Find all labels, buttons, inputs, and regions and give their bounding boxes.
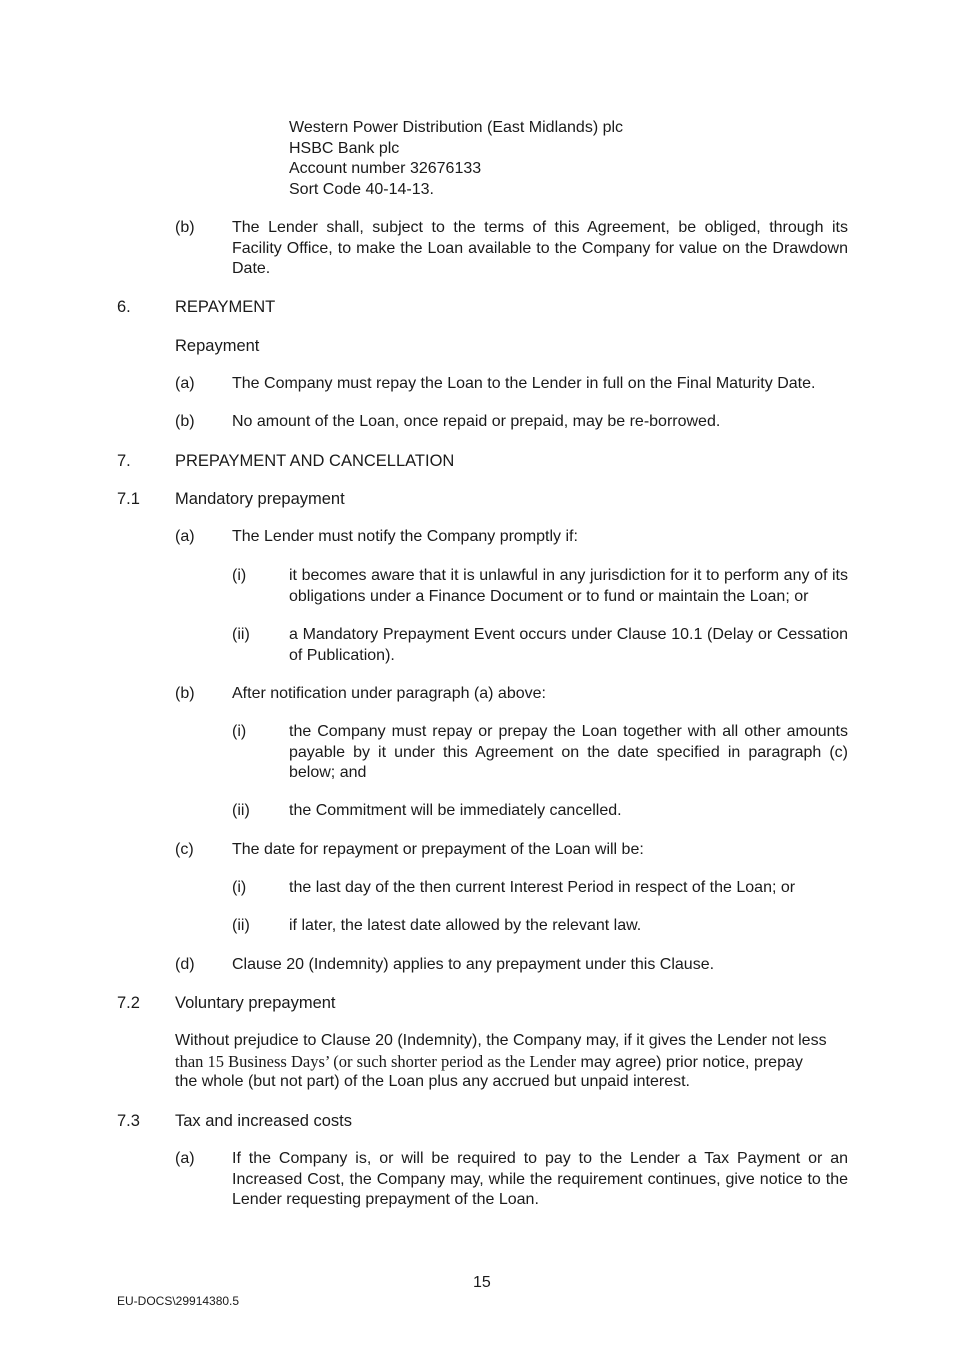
clause7-1-a-i-label: (i) [232,567,247,584]
clause7-1-b-text: After notification under paragraph (a) above: [232,685,546,702]
payee-account-number: Account number 32676133 [289,160,482,177]
clause5-b-label: (b) [175,219,195,236]
clause7-3-a-text: If the Company is, or will be required to pay to the Lender a Tax Payment or an Increased Cost, the Company may, while the requirement continues, give notice to the Lender requesting prepayment of the Loan. [232,1150,848,1208]
clause6-title: REPAYMENT [175,298,276,316]
clause7-1-c-ii-label: (ii) [232,917,250,934]
payee-bank: HSBC Bank plc [289,140,400,157]
clause7-1-b-ii-text: the Commitment will be immediately cancelled. [289,802,622,819]
clause7-1-c-i-label: (i) [232,879,247,896]
clause7-2-line-2-serif: than 15 Business Days’ (or such shorter period as the Lender [175,1052,577,1071]
clause6-number: 6. [117,298,131,316]
clause7-2-line-1: Without prejudice to Clause 20 (Indemnity), the Company may, if it gives the Lender not less [175,1032,827,1049]
payee-sort-code: Sort Code 40-14-13. [289,181,434,198]
clause7-2-number: 7.2 [117,994,140,1012]
clause7-number: 7. [117,452,131,470]
clause7-1-a-text: The Lender must notify the Company promptly if: [232,528,578,545]
clause7-1-a-ii-text: a Mandatory Prepayment Event occurs under Clause 10.1 (Delay or Cessation of Publication). [289,626,848,664]
clause6-b-label: (b) [175,413,195,430]
clause6-subheading: Repayment [175,337,260,355]
clause7-1-c-text: The date for repayment or prepayment of the Loan will be: [232,841,644,858]
clause7-2-line-3: the whole (but not part) of the Loan plus any accrued but unpaid interest. [175,1073,690,1090]
clause7-1-b-ii-label: (ii) [232,802,250,819]
clause7-1-b-i-label: (i) [232,723,247,740]
clause7-1-c-ii-text: if later, the latest date allowed by the relevant law. [289,917,642,934]
clause7-3-a-label: (a) [175,1150,195,1167]
clause7-1-c-label: (c) [175,841,194,858]
clause7-3-title: Tax and increased costs [175,1112,353,1130]
clause7-1-d-text: Clause 20 (Indemnity) applies to any prepayment under this Clause. [232,956,715,973]
clause7-1-b-i-text: the Company must repay or prepay the Loan together with all other amounts payable by it under this Agreement on the date specified in paragraph (c) below; and [289,723,848,781]
clause7-3-number: 7.3 [117,1112,140,1130]
payee-company: Western Power Distribution (East Midlands) plc [289,119,624,136]
clause7-1-c-i-text: the last day of the then current Interest Period in respect of the Loan; or [289,879,796,896]
clause7-1-d-label: (d) [175,956,195,973]
clause7-1-number: 7.1 [117,490,140,508]
clause7-1-a-i-text: it becomes aware that it is unlawful in any jurisdiction for it to perform any of its obligations under a Finance Document or to fund or maintain the Loan; or [289,567,848,605]
clause7-1-b-label: (b) [175,685,195,702]
page-number: 15 [473,1274,491,1291]
document-reference: EU-DOCS\29914380.5 [117,1294,240,1308]
clause6-a-text: The Company must repay the Loan to the Lender in full on the Final Maturity Date. [232,375,816,392]
clause5-b-text: The Lender shall, subject to the terms of this Agreement, be obliged, through its Facility Office, to make the Loan available to the Company for value on the Drawdown Date. [232,219,848,277]
clause7-2-title: Voluntary prepayment [175,994,336,1012]
clause7-1-a-ii-label: (ii) [232,626,250,643]
clause6-a-label: (a) [175,375,195,392]
clause7-title: PREPAYMENT AND CANCELLATION [175,452,455,470]
clause7-2-line-2 [175,1052,803,1073]
clause7-1-a-label: (a) [175,528,195,545]
clause6-b-text: No amount of the Loan, once repaid or prepaid, may be re-borrowed. [232,413,721,430]
clause7-1-title: Mandatory prepayment [175,490,345,508]
clause7-2-line-2-sans: may agree) prior notice, prepay [576,1054,803,1071]
